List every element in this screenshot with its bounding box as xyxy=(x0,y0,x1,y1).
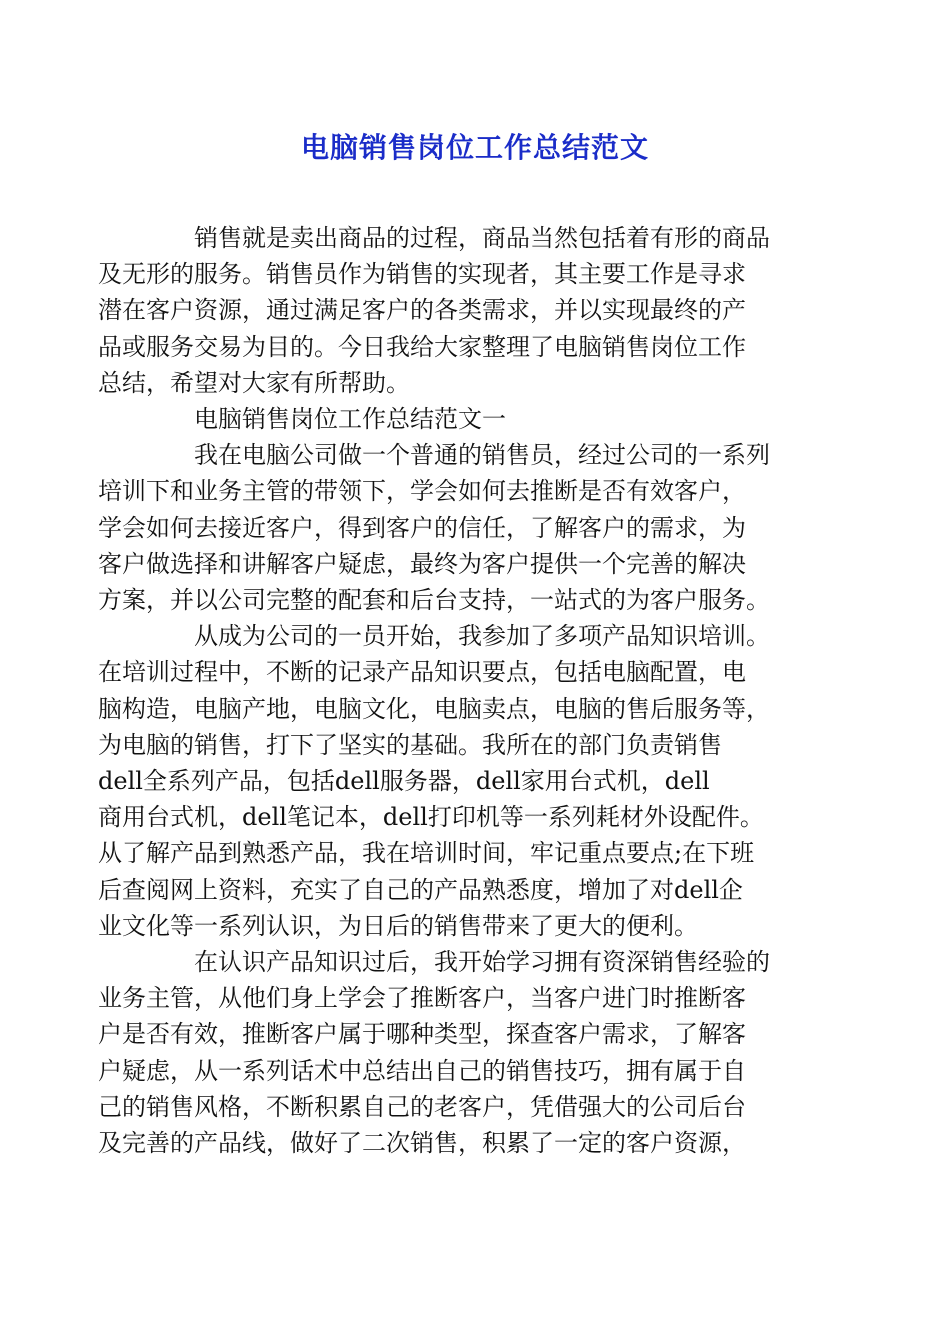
text-line: 及无形的服务。销售员作为销售的实现者，其主要工作是寻求 xyxy=(98,260,746,289)
text-line: 业务主管，从他们身上学会了推断客户，当客户进门时推断客 xyxy=(98,984,746,1013)
text-line: 在培训过程中，不断的记录产品知识要点，包括电脑配置，电 xyxy=(98,658,746,687)
text-line: 客户做选择和讲解客户疑虑，最终为客户提供一个完善的解决 xyxy=(98,549,746,578)
text-line: 为电脑的销售，打下了坚实的基础。我所在的部门负责销售 xyxy=(98,730,722,759)
text-line: 己的销售风格，不断积累自己的老客户，凭借强大的公司后台 xyxy=(98,1092,746,1121)
text-line: 及完善的产品线，做好了二次销售，积累了一定的客户资源， xyxy=(98,1129,746,1158)
text-line: 销售就是卖出商品的过程，商品当然包括着有形的商品 xyxy=(194,224,770,252)
text-line: 学会如何去接近客户，得到客户的信任，了解客户的需求，为 xyxy=(98,513,746,542)
paragraph xyxy=(98,618,806,944)
text-line: 从成为公司的一员开始，我参加了多项产品知识培训。 xyxy=(194,622,770,651)
text-line: 电脑销售岗位工作总结范文一 xyxy=(194,405,506,434)
text-line: 户是否有效，推断客户属于哪种类型，探查客户需求，了解客 xyxy=(98,1020,746,1049)
text-line: 培训下和业务主管的带领下，学会如何去推断是否有效客户， xyxy=(98,477,746,506)
text-line: 商用台式机，dell笔记本，dell打印机等一系列耗材外设配件。 xyxy=(98,803,764,832)
text-line: 方案，并以公司完整的配套和后台支持，一站式的为客户服务。 xyxy=(98,586,770,615)
text-line: 脑构造，电脑产地，电脑文化，电脑卖点，电脑的售后服务等， xyxy=(98,694,770,723)
text-line: 潜在客户资源，通过满足客户的各类需求，并以实现最终的产 xyxy=(98,296,746,325)
text-line: 总结，希望对大家有所帮助。 xyxy=(98,368,410,397)
text-line: 户疑虑，从一系列话术中总结出自己的销售技巧，拥有属于自 xyxy=(98,1056,746,1085)
paragraph xyxy=(98,437,806,618)
text-line: 后查阅网上资料，充实了自己的产品熟悉度，增加了对dell企 xyxy=(98,875,743,904)
text-line: 业文化等一系列认识，为日后的销售带来了更大的便利。 xyxy=(98,911,698,940)
paragraph xyxy=(146,401,806,437)
text-line: 从了解产品到熟悉产品，我在培训时间，牢记重点要点;在下班 xyxy=(98,839,755,868)
paragraph xyxy=(98,220,806,401)
text-line: 我在电脑公司做一个普通的销售员，经过公司的一系列 xyxy=(194,441,770,470)
paragraph xyxy=(98,944,806,1161)
text-line: dell全系列产品，包括dell服务器，dell家用台式机，dell xyxy=(98,767,710,796)
document-body xyxy=(98,220,806,1161)
text-line: 在认识产品知识过后，我开始学习拥有资深销售经验的 xyxy=(194,948,770,977)
document-title: 电脑销售岗位工作总结范文 xyxy=(300,131,649,164)
text-line: 品或服务交易为目的。今日我给大家整理了电脑销售岗位工作 xyxy=(98,332,746,361)
